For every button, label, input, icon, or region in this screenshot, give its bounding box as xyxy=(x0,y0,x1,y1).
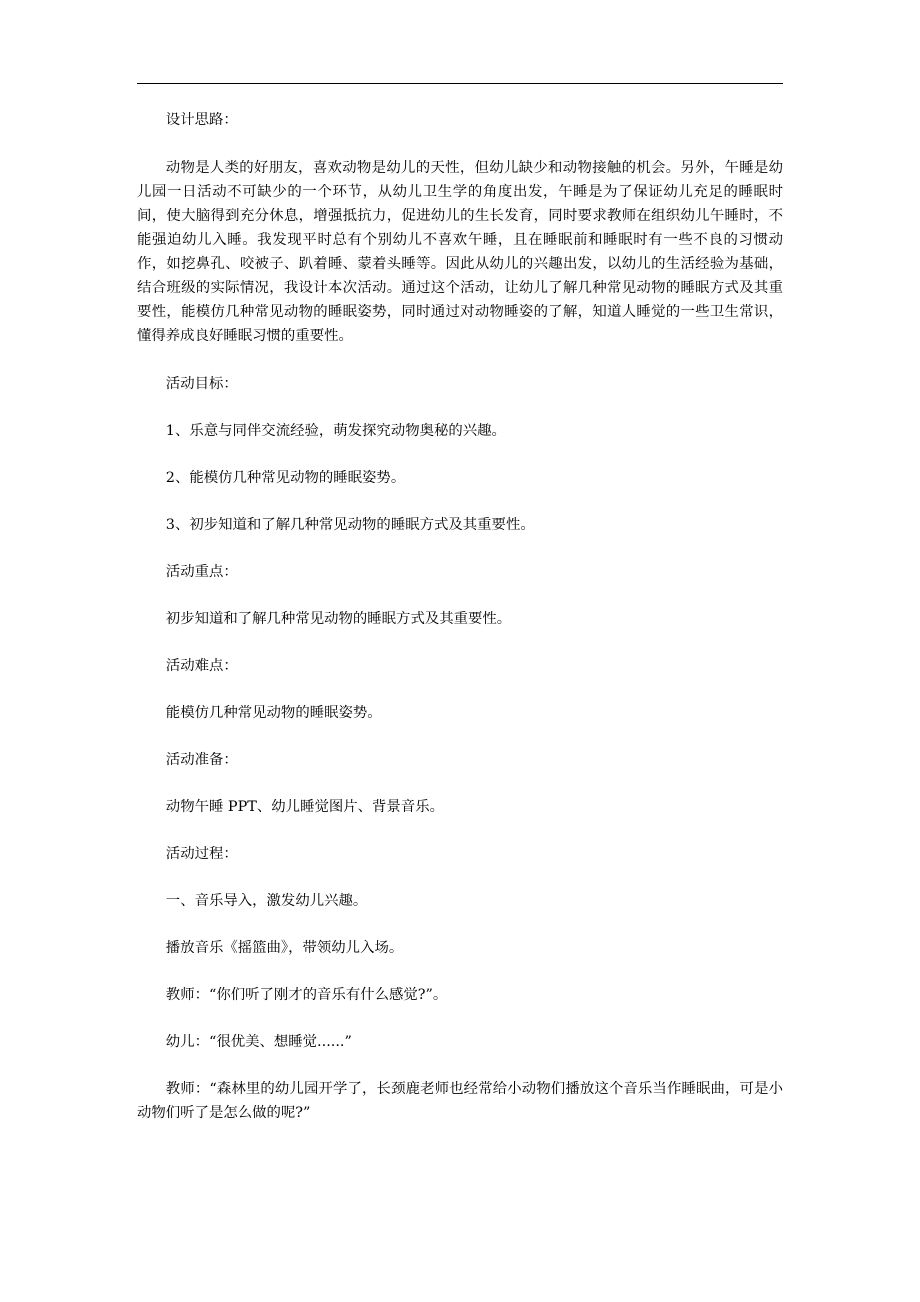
design-paragraph: 动物是人类的好朋友，喜欢动物是幼儿的天性，但幼儿缺少和动物接触的机会。另外，午睡是幼儿园一日活动不可缺少的一个环节，从幼儿卫生学的角度出发，午睡是为了保证幼儿充足的睡眠时间，使大脑得到充分休息，增强抵抗力，促进幼儿的生长发育，同时要求教师在组织幼儿午睡时，不能强迫幼儿入睡。我发现平时总有个别幼儿不喜欢午睡，且在睡眠前和睡眠时有一些不良的习惯动作，如挖鼻孔、咬被子、趴着睡、蒙着头睡等。因此从幼儿的兴趣出发，以幼儿的生活经验为基础，结合班级的实际情况，我设计本次活动。通过这个活动，让幼儿了解几种常见动物的睡眠方式及其重要性，能模仿几种常见动物的睡眠姿势，同时通过对动物睡姿的了解，知道人睡觉的一些卫生常识，懂得养成良好睡眠习惯的重要性。 xyxy=(137,160,783,344)
goal-item-3: 3、初步知道和了解几种常见动物的睡眠方式及其重要性。 xyxy=(165,517,535,533)
design-heading: 设计思路： xyxy=(165,112,238,128)
dialogue-child-1: 幼儿：“很优美、想睡觉......” xyxy=(165,1034,352,1050)
difficulty-paragraph: 能模仿几种常见动物的睡眠姿势。 xyxy=(165,705,382,721)
prep-paragraph: 动物午睡 PPT、幼儿睡觉图片、背景音乐。 xyxy=(165,799,444,815)
goals-heading: 活动目标： xyxy=(165,376,238,392)
goal-item-2: 2、能模仿几种常见动物的睡眠姿势。 xyxy=(165,470,406,486)
header-rule xyxy=(137,83,783,84)
process-heading: 活动过程： xyxy=(165,846,238,862)
key-paragraph: 初步知道和了解几种常见动物的睡眠方式及其重要性。 xyxy=(165,611,512,627)
goal-item-1: 1、乐意与同伴交流经验，萌发探究动物奥秘的兴趣。 xyxy=(165,423,506,439)
dialogue-teacher-1: 教师：“你们听了刚才的音乐有什么感觉?”。 xyxy=(165,987,448,1003)
step-1-detail: 播放音乐《摇篮曲》，带领幼儿入场。 xyxy=(165,940,404,956)
dialogue-teacher-2: 教师：“森林里的幼儿园开学了，长颈鹿老师也经常给小动物们播放这个音乐当作睡眠曲，可是小动物们听了是怎么做的呢?” xyxy=(137,1081,783,1121)
prep-heading: 活动准备： xyxy=(165,752,238,768)
document-body xyxy=(137,108,783,1125)
difficulty-heading: 活动难点： xyxy=(165,658,238,674)
step-heading-1: 一、音乐导入，激发幼儿兴趣。 xyxy=(165,893,368,909)
key-heading: 活动重点： xyxy=(165,564,238,580)
